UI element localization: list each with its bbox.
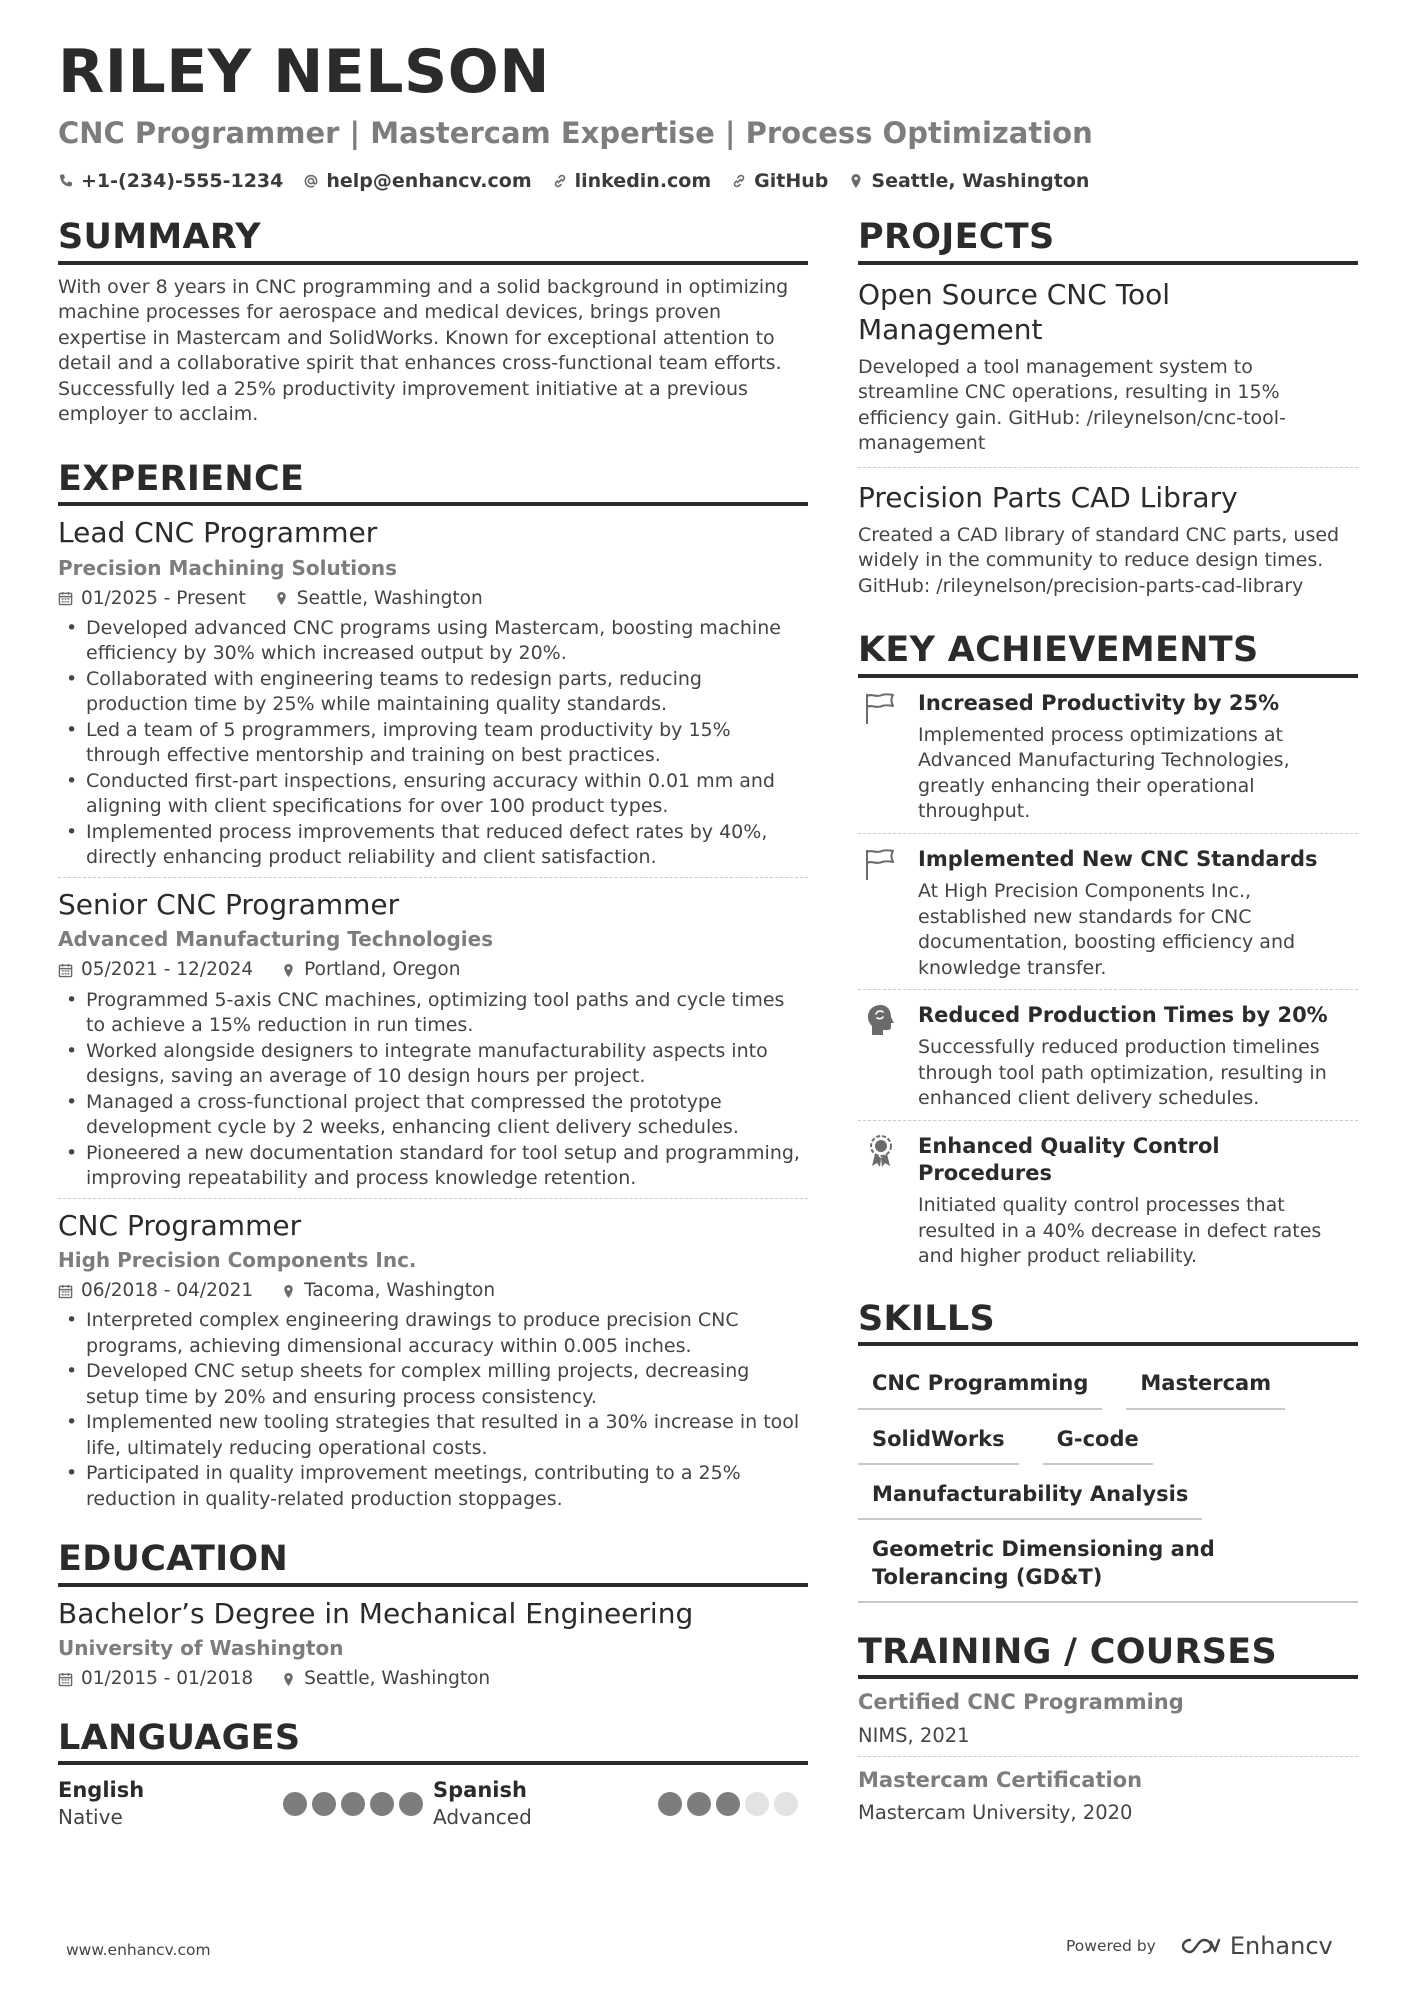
- job-location: Portland, Oregon: [304, 959, 461, 981]
- language-name: English: [58, 1778, 145, 1803]
- experience-item: [58, 1199, 808, 1519]
- left-column: [58, 218, 808, 1830]
- job-bullets: [58, 1308, 808, 1512]
- contact-email-text: help@enhancv.com: [326, 170, 532, 192]
- location-icon: [274, 591, 289, 606]
- course-item: [858, 1679, 1358, 1757]
- summary-text: With over 8 years in CNC programming and a solid background in optimizing machine processes for aerospace and medical devices, brings proven expertise in Mastercam and SolidWorks. Known for exceptional attention to detail and a collaborative spirit that enhances cross-functional team efforts. Successfully led a 25% productivity improvement initiative at a previous employer to acclaim.: [58, 275, 789, 425]
- skills-list: [858, 1354, 1358, 1602]
- project-title: Precision Parts CAD Library: [858, 480, 1238, 514]
- language-item: [58, 1777, 433, 1830]
- bullet-item: • Programmed 5-axis CNC machines, optimizing tool paths and cycle times to achieve a 15% reduction in run times.: [58, 988, 808, 1039]
- course-title: Mastercam Certification: [858, 1768, 1143, 1793]
- experience-item: [58, 506, 808, 878]
- summary-title: SUMMARY: [58, 218, 808, 265]
- calendar-icon: [58, 591, 73, 606]
- bullet-item: • Implemented process improvements that reduced defect rates by 40%, directly enhancing product reliability and client satisfaction.: [58, 820, 808, 871]
- link-icon: [731, 173, 747, 189]
- flag-icon: [862, 846, 900, 882]
- school-name: University of Washington: [58, 1636, 344, 1661]
- rating-dot-filled: [312, 1792, 336, 1816]
- location-icon: [281, 1284, 296, 1299]
- headline: CNC Programmer | Mastercam Expertise | Process Optimization: [58, 116, 1093, 150]
- course-organization: Mastercam University, 2020: [858, 1801, 1133, 1825]
- experience-title: EXPERIENCE: [58, 460, 808, 507]
- skill-tag: Geometric Dimensioning and Tolerancing (GD&T): [858, 1524, 1358, 1603]
- bullet-item: • Interpreted complex engineering drawings to produce precision CNC programs, achieving dimensional accuracy within 0.005 inches.: [58, 1308, 808, 1359]
- education-dates: 01/2015 - 01/2018: [81, 1668, 254, 1690]
- language-name: Spanish: [433, 1778, 527, 1803]
- location-icon: [281, 963, 296, 978]
- bullet-item: • Led a team of 5 programmers, improving team productivity by 15% through effective mentorship and training on best practices.: [58, 718, 808, 769]
- contact-location-text: Seattle, Washington: [871, 170, 1090, 192]
- achievement-description: Implemented process optimizations at Advanced Manufacturing Technologies, greatly enhancing their operational throughput.: [918, 723, 1290, 823]
- footer-website[interactable]: www.enhancv.com: [66, 1941, 211, 1959]
- language-rating: [658, 1792, 798, 1816]
- job-dates: 05/2021 - 12/2024: [81, 959, 254, 981]
- powered-by-label: Powered by: [1066, 1937, 1156, 1955]
- rating-dot-filled: [658, 1792, 682, 1816]
- project-item: [858, 468, 1358, 610]
- experience-section: [58, 460, 808, 1519]
- job-location: Seattle, Washington: [296, 587, 483, 609]
- job-title: Lead CNC Programmer: [58, 516, 378, 549]
- bullet-item: • Managed a cross-functional project that compressed the prototype development cycle by 2 weeks, enhancing client delivery schedules.: [58, 1090, 808, 1141]
- course-organization: NIMS, 2021: [858, 1723, 970, 1747]
- skill-tag: CNC Programming: [858, 1358, 1102, 1409]
- award-icon: [862, 1133, 900, 1169]
- achievement-item: [858, 1121, 1358, 1278]
- job-dates: 01/2025 - Present: [81, 587, 246, 609]
- course-item: [858, 1757, 1358, 1834]
- language-item: [433, 1777, 808, 1830]
- job-meta: [58, 588, 808, 610]
- job-title: CNC Programmer: [58, 1208, 302, 1242]
- achievement-title: Reduced Production Times by 20%: [918, 1003, 1328, 1028]
- location-icon: [848, 173, 864, 189]
- calendar-icon: [58, 1284, 73, 1299]
- education-item: [58, 1587, 808, 1697]
- rating-dot-filled: [341, 1792, 365, 1816]
- project-item: [858, 265, 1358, 468]
- course-title: Certified CNC Programming: [858, 1690, 1184, 1715]
- bullet-item: • Worked alongside designers to integrate manufacturability aspects into designs, saving an average of 10 design hours per project.: [58, 1039, 808, 1090]
- rating-dot-filled: [370, 1792, 394, 1816]
- rating-dot-filled: [716, 1792, 740, 1816]
- contact-github[interactable]: [731, 170, 828, 192]
- bullet-item: • Conducted first-part inspections, ensuring accuracy within 0.01 mm and aligning with client specifications for over 100 product types.: [58, 769, 808, 820]
- achievement-title: Enhanced Quality Control Procedures: [918, 1133, 1220, 1186]
- achievement-description: Successfully reduced production timelines through tool path optimization, resulting in enhanced client delivery schedules.: [918, 1036, 1327, 1110]
- company-name: Advanced Manufacturing Technologies: [58, 927, 494, 952]
- job-bullets: [58, 988, 808, 1192]
- skill-tag: G-code: [1043, 1414, 1153, 1465]
- achievements-section: [858, 631, 1358, 1278]
- achievement-title: Increased Productivity by 25%: [918, 690, 1280, 715]
- skill-tag: Mastercam: [1126, 1358, 1285, 1409]
- rating-dot-empty: [745, 1792, 769, 1816]
- at-icon: [303, 173, 319, 189]
- bullet-item: • Developed CNC setup sheets for complex milling projects, decreasing setup time by 20% and ensuring process consistency.: [58, 1359, 808, 1410]
- company-name: High Precision Components Inc.: [58, 1248, 417, 1273]
- languages-section: [58, 1719, 808, 1831]
- projects-title: PROJECTS: [858, 218, 1358, 265]
- footer-branding: [1066, 1932, 1333, 1960]
- job-dates: 06/2018 - 04/2021: [81, 1280, 254, 1302]
- phone-icon: [58, 173, 74, 189]
- contact-phone[interactable]: [58, 170, 283, 192]
- education-location: Seattle, Washington: [304, 1668, 491, 1690]
- achievement-item: [858, 834, 1358, 990]
- job-meta: [58, 959, 808, 981]
- contact-bar: [58, 170, 1089, 192]
- skills-section: [858, 1300, 1358, 1603]
- candidate-name: RILEY NELSON: [58, 37, 550, 107]
- project-title: Open Source CNC Tool Management: [858, 277, 1171, 346]
- education-section: [58, 1540, 808, 1696]
- contact-location: [848, 170, 1089, 192]
- achievement-item: [858, 678, 1358, 834]
- achievement-description: Initiated quality control processes that resulted in a 40% decrease in defect rates and higher product reliability.: [918, 1194, 1322, 1268]
- degree: Bachelor’s Degree in Mechanical Engineering: [58, 1596, 694, 1630]
- brand-name: Enhancv: [1229, 1932, 1333, 1960]
- skill-tag: SolidWorks: [858, 1414, 1019, 1465]
- flag-icon: [862, 690, 900, 726]
- brand-logo[interactable]: [1176, 1932, 1333, 1960]
- rating-dot-filled: [399, 1792, 423, 1816]
- company-name: Precision Machining Solutions: [58, 555, 397, 580]
- rating-dot-filled: [687, 1792, 711, 1816]
- contact-email[interactable]: [303, 170, 531, 192]
- education-meta: [58, 1668, 808, 1690]
- education-title: EDUCATION: [58, 1540, 808, 1587]
- achievement-description: At High Precision Components Inc., established new standards for CNC documentation, boosting efficiency and knowledge transfer.: [918, 880, 1296, 979]
- enhancv-logo-icon: [1176, 1934, 1222, 1958]
- head-brain-icon: [862, 1002, 900, 1038]
- skill-tag: Manufacturability Analysis: [858, 1469, 1202, 1520]
- language-rating: [283, 1792, 423, 1816]
- rating-dot-filled: [283, 1792, 307, 1816]
- job-bullets: [58, 616, 808, 871]
- job-meta: [58, 1280, 808, 1302]
- right-column: [858, 218, 1358, 1834]
- training-title: TRAINING / COURSES: [858, 1633, 1358, 1680]
- language-level: Native: [58, 1805, 123, 1830]
- contact-linkedin[interactable]: [552, 170, 712, 192]
- bullet-item: • Collaborated with engineering teams to redesign parts, reducing production time by 25% while maintaining quality standards.: [58, 667, 808, 718]
- experience-item: [58, 878, 808, 1199]
- project-description: Created a CAD library of standard CNC parts, used widely in the community to reduce design times. GitHub: /rileynelson/precision-parts-cad-library: [858, 523, 1340, 597]
- training-section: [858, 1633, 1358, 1834]
- languages-title: LANGUAGES: [58, 1719, 808, 1766]
- job-location: Tacoma, Washington: [304, 1280, 496, 1302]
- achievement-title: Implemented New CNC Standards: [918, 846, 1318, 871]
- bullet-item: • Participated in quality improvement meetings, contributing to a 25% reduction in quality-related production stoppages.: [58, 1461, 808, 1512]
- bullet-item: • Pioneered a new documentation standard for tool setup and programming, improving repeatability and process knowledge retention.: [58, 1141, 808, 1192]
- rating-dot-empty: [774, 1792, 798, 1816]
- bullet-item: • Developed advanced CNC programs using Mastercam, boosting machine efficiency by 30% which increased output by 20%.: [58, 616, 808, 667]
- summary-section: [58, 218, 808, 428]
- contact-phone-text: +1-(234)-555-1234: [81, 170, 284, 192]
- location-icon: [281, 1672, 296, 1687]
- calendar-icon: [58, 963, 73, 978]
- contact-linkedin-text: linkedin.com: [574, 170, 712, 192]
- calendar-icon: [58, 1672, 73, 1687]
- link-icon: [552, 173, 568, 189]
- languages-list: [58, 1777, 808, 1830]
- projects-section: [858, 218, 1358, 609]
- language-level: Advanced: [433, 1805, 532, 1830]
- job-title: Senior CNC Programmer: [58, 887, 400, 921]
- bullet-item: • Implemented new tooling strategies that resulted in a 30% increase in tool life, ultimately reducing operational costs.: [58, 1410, 808, 1461]
- contact-github-text: GitHub: [754, 170, 829, 192]
- project-description: Developed a tool management system to streamline CNC operations, resulting in 15% efficiency gain. GitHub: /rileynelson/cnc-tool-management: [858, 355, 1286, 454]
- skills-title: SKILLS: [858, 1300, 1358, 1347]
- achievement-item: [858, 990, 1358, 1121]
- achievements-title: KEY ACHIEVEMENTS: [858, 631, 1358, 678]
